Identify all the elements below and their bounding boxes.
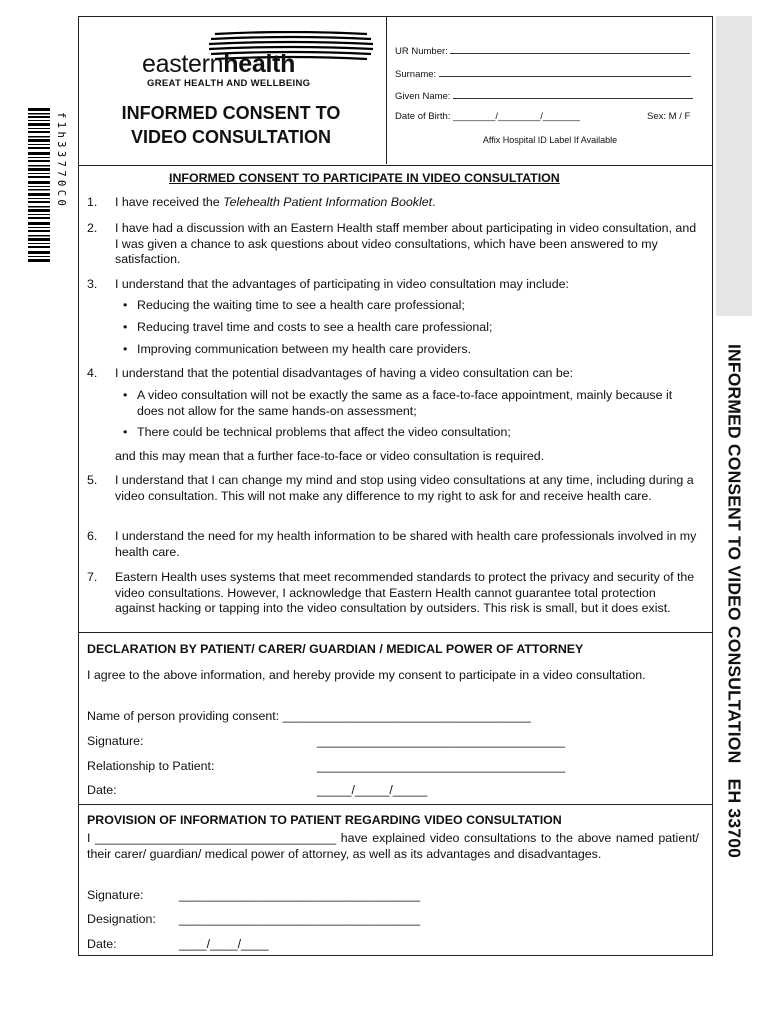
list-item: • A video consultation will not be exactly the same as a face-to-face appointment, mainly because it does not allow for the same hands-on assessment;: [123, 388, 673, 418]
patient-id-box: [386, 17, 713, 164]
barcode: [26, 108, 70, 264]
ur-number-field[interactable]: UR Number:: [395, 44, 690, 57]
divider: [79, 632, 712, 633]
consent-form: [78, 16, 713, 956]
form-header: [79, 17, 712, 166]
consent-name-field[interactable]: Name of person providing consent: ____________________________________: [87, 709, 531, 723]
declaration-signature-field[interactable]: Signature: ____________________________________: [87, 734, 566, 748]
barcode-text: f1h33770C0: [55, 112, 67, 210]
consent-item-2: 2. I have had a discussion with an Eastern Health staff member about participating in video consultation, and I was given a chance to ask questions about video consultations, which have been answered to my satisfaction.: [87, 221, 697, 266]
declaration-text: I agree to the above information, and hereby provide my consent to participate in a video consultation.: [87, 668, 646, 682]
consent-item-4-after: and this may mean that a further face-to-face or video consultation is required.: [115, 449, 545, 463]
clinician-name-field[interactable]: ___________________________________: [95, 831, 337, 845]
provision-signature-field[interactable]: Signature: ___________________________________: [87, 888, 421, 902]
declaration-title: DECLARATION BY PATIENT/ CARER/ GUARDIAN / MEDICAL POWER OF ATTORNEY: [87, 642, 584, 656]
list-item: • Reducing travel time and costs to see a health care professional;: [123, 320, 493, 334]
given-name-field[interactable]: Given Name:: [395, 89, 693, 102]
consent-item-5: 5. I understand that I can change my mind and stop using video consultations at any time, including during a video consultation. This will not make any difference to my right to ask for and receive health care.: [87, 473, 694, 503]
divider: [79, 804, 712, 805]
list-item: • Reducing the waiting time to see a health care professional;: [123, 298, 465, 312]
provision-title: PROVISION OF INFORMATION TO PATIENT REGARDING VIDEO CONSULTATION: [87, 813, 562, 827]
relationship-field[interactable]: Relationship to Patient: ____________________________________: [87, 759, 566, 773]
affix-label-note: Affix Hospital ID Label If Available: [482, 135, 618, 145]
consent-section-title: INFORMED CONSENT TO PARTICIPATE IN VIDEO CONSULTATION: [169, 171, 560, 185]
consent-item-1: 1. I have received the Telehealth Patient Information Booklet.: [87, 195, 436, 209]
sex-field[interactable]: Sex: M / F: [647, 111, 691, 122]
logo-tagline: GREAT HEALTH AND WELLBEING: [147, 78, 311, 89]
list-item: • Improving communication between my health care providers.: [123, 342, 472, 356]
provision-text: I ___________________________________ have explained video consultations to the above named patient/ their carer/ guardian/ medical power of attorney, as well as its advantages and disadvantages.: [87, 831, 699, 861]
side-title-strip: [716, 16, 752, 956]
consent-item-3: 3. I understand that the advantages of participating in video consultation may include:: [87, 277, 569, 291]
side-grey-band: [716, 16, 752, 316]
logo-wordmark: easternhealth: [142, 50, 296, 78]
consent-item-7: 7. Eastern Health uses systems that meet recommended standards to protect the privacy and security of the video consultations. However, I acknowledge that Eastern Health cannot guarantee total protection against hacking or tapping into the video consultation by outsiders. This risk is small, but it does exist.: [87, 570, 695, 615]
side-title: INFORMED CONSENT TO VIDEO CONSULTATION EH 33700: [724, 343, 745, 859]
date-of-birth-field[interactable]: Date of Birth: ________/________/_______: [395, 111, 580, 122]
surname-field[interactable]: Surname:: [395, 67, 691, 80]
list-item: • There could be technical problems that affect the video consultation;: [123, 425, 511, 439]
designation-field[interactable]: Designation: ___________________________________: [87, 912, 421, 926]
consent-item-4: 4. I understand that the potential disadvantages of having a video consultation can be:: [87, 366, 574, 380]
provision-date-field[interactable]: Date: ____/____/____: [87, 937, 269, 951]
declaration-date-field[interactable]: Date: _____/_____/_____: [87, 783, 428, 797]
consent-item-6: 6. I understand the need for my health information to be shared with health care professionals involved in my health care.: [87, 529, 697, 559]
form-title: INFORMED CONSENT TO VIDEO CONSULTATION: [121, 103, 341, 148]
